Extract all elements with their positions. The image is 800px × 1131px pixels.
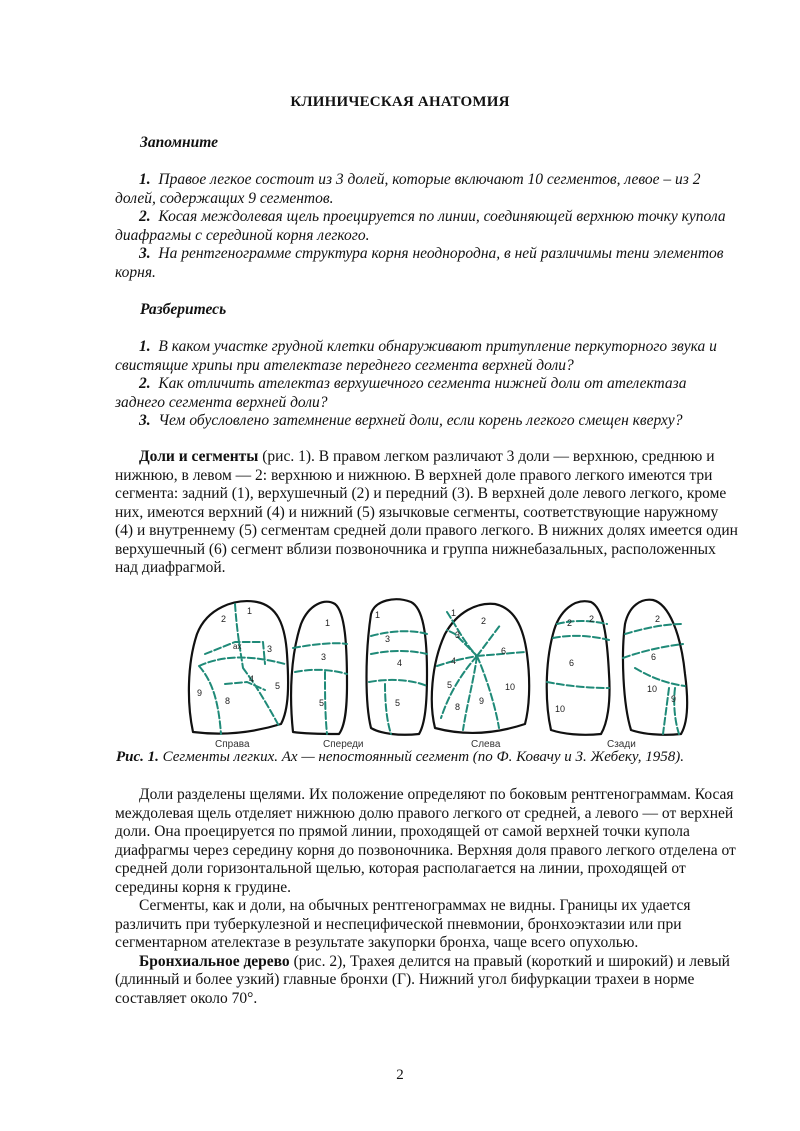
- svg-text:5: 5: [395, 698, 401, 708]
- svg-text:3: 3: [267, 644, 273, 654]
- svg-text:8: 8: [225, 696, 231, 706]
- figure-caption: Рис. 1. Сегменты легких. Ах — непостоянный сегмент (по Ф. Ковачу и З. Жебеку, 1958).: [115, 749, 685, 765]
- list-item: 2. Косая междолевая щель проецируется по линии, соединяющей верхнюю точку купола диафрагмы с серединой корня легкого.: [115, 208, 726, 244]
- list-item: 3. На рентгенограмме структура корня неоднородна, в ней различимы тени элементов корня.: [115, 245, 724, 281]
- remember-heading: Запомните: [140, 134, 218, 151]
- svg-text:1: 1: [325, 618, 331, 628]
- lung-right-lateral: [189, 601, 288, 734]
- lung-front-right: [291, 602, 347, 734]
- lung-back-right: [623, 600, 687, 735]
- svg-text:2: 2: [589, 614, 595, 624]
- bronchial-paragraph: Бронхиальное дерево (рис. 2), Трахея делится на правый (короткий и широкий) и левый (длинный и более узкий) главные бронхи (Г). Нижний угол бифуркации трахеи в норме составляет около 70°.: [115, 952, 730, 1007]
- svg-text:3: 3: [321, 652, 327, 662]
- lung-back-left: [547, 601, 610, 735]
- svg-text:9: 9: [479, 696, 485, 706]
- svg-text:1: 1: [247, 606, 253, 616]
- svg-text:5: 5: [319, 698, 325, 708]
- label-back: Сзади: [607, 739, 636, 749]
- svg-text:ах: ах: [233, 642, 242, 651]
- label-right: Справа: [215, 739, 250, 749]
- svg-text:2: 2: [481, 616, 487, 626]
- list-item: 2. Как отличить ателектаз верхушечного сегмента нижней доли от ателектаза заднего сегмента верхней доли?: [115, 375, 687, 411]
- list-item: 3. Чем обусловлено затемнение верхней доли, если корень легкого смещен кверху?: [139, 412, 683, 429]
- svg-text:2: 2: [221, 614, 227, 624]
- list-item: 1. В каком участке грудной клетки обнаруживают притупление перкуторного звука и свистящие хрипы при ателектазе переднего сегмента верхней доли?: [115, 338, 717, 374]
- list-item: 1. Правое легкое состоит из 3 долей, которые включают 10 сегментов, левое – из 2 долей, содержащих 9 сегментов.: [115, 171, 701, 207]
- lung-segments-figure: [185, 594, 700, 749]
- lung-front-left: [367, 599, 428, 734]
- fissures-text: Доли разделены щелями. Их положение определяют по боковым рентгенограммам. Косая междолевая щель отделяет нижнюю долю правого легкого от средней, а левого — от верхней доли. Она проецируется по прямой линии, проходящей от самой верхней точки купола диафрагмы через середину корня до позвоночника. Верхняя доля правого легкого отделена от средней доли горизонтальной щелью, которая располагается на линии, проходящей от середины корня к грудине.: [115, 786, 736, 896]
- svg-text:3: 3: [385, 634, 391, 644]
- svg-text:9: 9: [671, 694, 677, 704]
- page-number: 2: [396, 1067, 404, 1083]
- svg-text:6: 6: [501, 646, 507, 656]
- questions-list: [115, 338, 740, 431]
- figure-out-heading: Разберитесь: [140, 301, 227, 318]
- svg-text:5: 5: [447, 680, 453, 690]
- svg-text:9: 9: [197, 688, 203, 698]
- label-front: Спереди: [323, 739, 364, 749]
- svg-text:10: 10: [555, 704, 566, 714]
- fissures-paragraphs: [115, 786, 740, 1008]
- lobes-term: Доли и сегменты: [139, 448, 259, 465]
- svg-text:4: 4: [451, 656, 457, 666]
- svg-text:1: 1: [375, 610, 381, 620]
- lobes-text: (рис. 1). В правом легком различают 3 доли — верхнюю, среднюю и нижнюю, в левом — 2: верхнюю и нижнюю. В верхней доле правого легкого имеются три сегмента: задний (1), верхушечный (2) и передний (3). В верхней доле левого легкого, кроме них, имеются верхний (4) и нижний (5) язычковые сегменты, соответствующие наружному (4) и внутреннему (5) сегментам средней доли правого легкого. В нижних долях имеется один верхушечный (6) сегмент вблизи позвоночника и группа нижнебазальных, расположенных над диафрагмой.: [115, 448, 738, 576]
- remember-list: [115, 171, 740, 282]
- svg-text:10: 10: [505, 682, 516, 692]
- svg-text:2: 2: [567, 618, 573, 628]
- svg-text:8: 8: [455, 702, 461, 712]
- svg-text:4: 4: [249, 674, 255, 684]
- page-title: КЛИНИЧЕСКАЯ АНАТОМИЯ: [290, 94, 510, 110]
- lobes-paragraph: [115, 448, 740, 578]
- svg-text:2: 2: [655, 614, 661, 624]
- svg-text:4: 4: [397, 658, 403, 668]
- svg-text:1: 1: [451, 608, 457, 618]
- svg-text:5: 5: [275, 681, 281, 691]
- svg-text:6: 6: [569, 658, 575, 668]
- label-left: Слева: [471, 739, 501, 749]
- svg-text:3: 3: [455, 630, 461, 640]
- svg-text:10: 10: [647, 684, 658, 694]
- lung-left-lateral: [432, 604, 529, 733]
- segments-text: Сегменты, как и доли, на обычных рентгенограммах не видны. Границы их удается различить при туберкулезной и неспецифической пневмонии, бронхоэктазии или при сегментарном ателектазе в результате закупорки бронха, чаще всего опухолью.: [115, 897, 691, 951]
- svg-text:6: 6: [651, 652, 657, 662]
